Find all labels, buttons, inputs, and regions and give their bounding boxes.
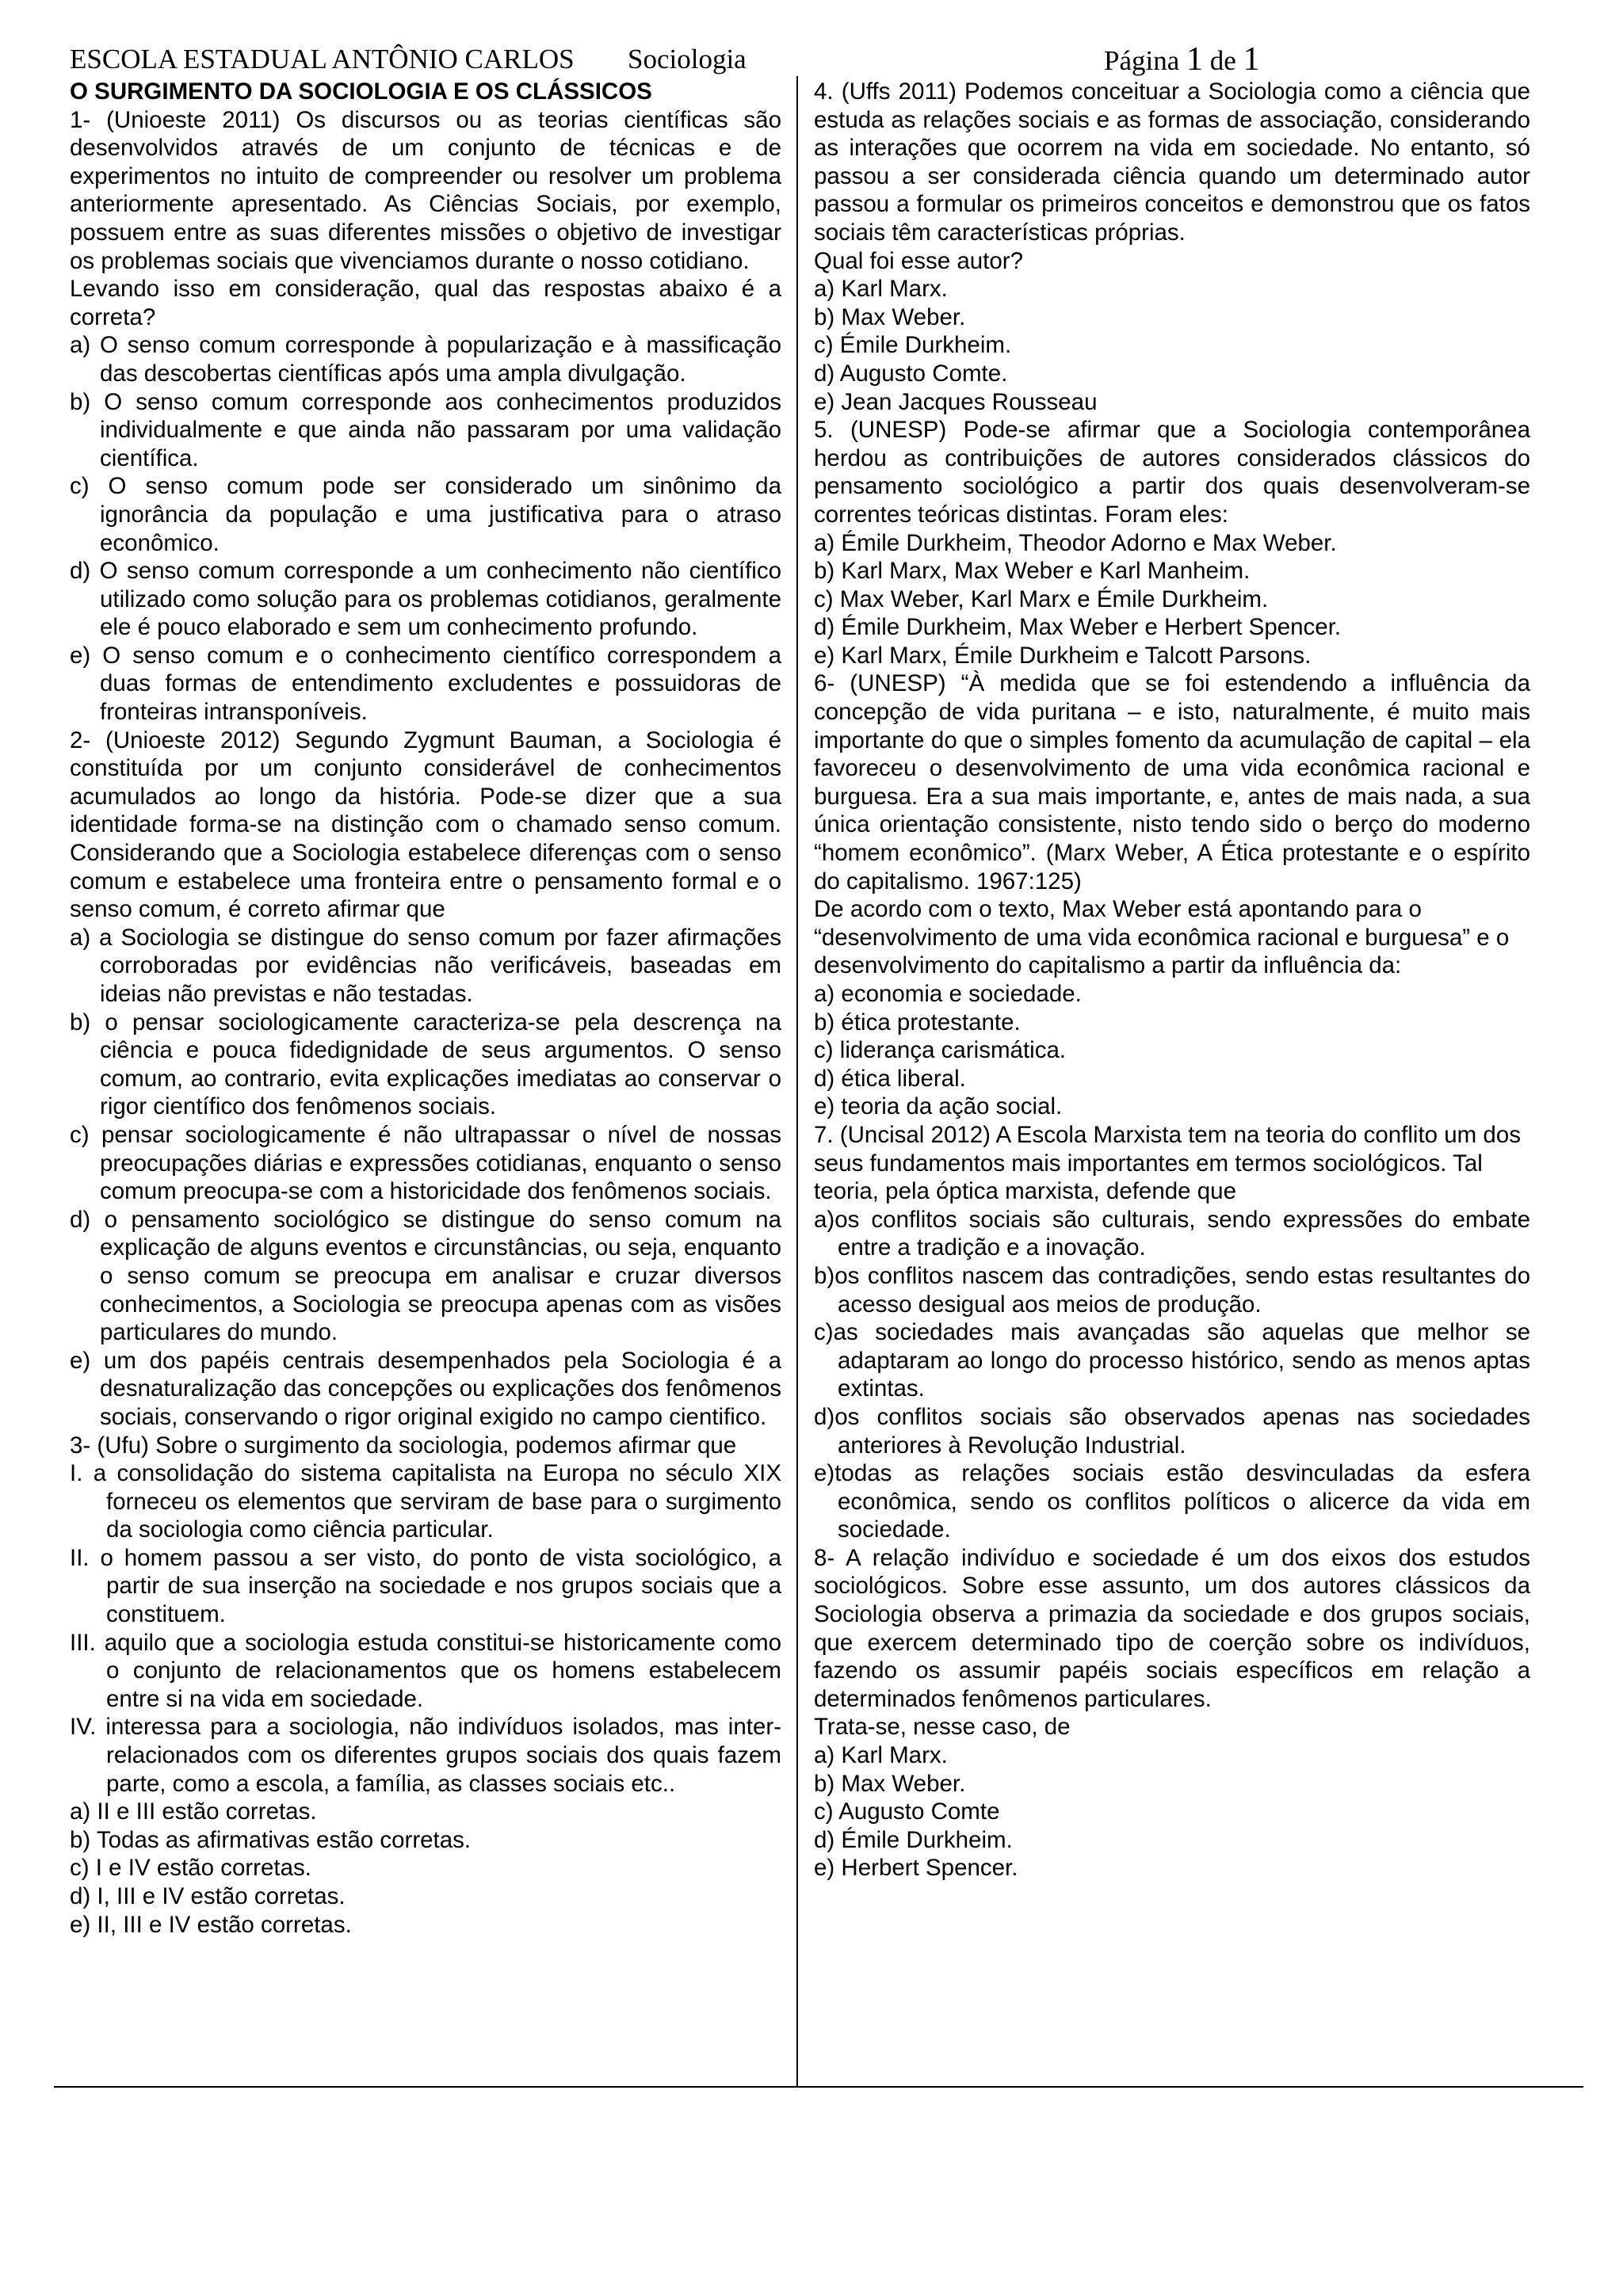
option-d: d) ética liberal. xyxy=(814,1065,966,1092)
question-3 xyxy=(70,1432,781,1939)
option-d: d) I, III e IV estão corretas. xyxy=(70,1883,346,1909)
question-stem: 1- (Unioeste 2011) Os discursos ou as teorias científicas são desenvolvidos através de um conjunto de técnicas e de experimentos no intuito de compreender ou resolver um problema anteriormente apresentado. As Ciências Sociais, por exemplo, possuem entre as suas diferentes missões o objetivo de investigar os problemas sociais que vivenciamos durante o nosso cotidiano. xyxy=(70,106,781,274)
left-column xyxy=(70,78,781,1939)
option-a: a) economia e sociedade. xyxy=(814,981,1082,1007)
question-prompt: Levando isso em consideração, qual das respostas abaixo é a correta? xyxy=(70,276,781,330)
page-header xyxy=(70,43,1583,76)
option-b: b) ética protestante. xyxy=(814,1009,1021,1035)
question-prompt: De acordo com o texto, Max Weber está apontando para o “desenvolvimento de uma vida econômica racional e burguesa” e o desenvolvimento do capitalismo a partir da influência da: xyxy=(814,896,1510,979)
statement-iv: IV. interessa para a sociologia, não indivíduos isolados, mas inter-relacionados com os diferentes grupos sociais dos quais fazem parte, como a escola, a família, as classes sociais etc.. xyxy=(70,1714,781,1797)
option-c: c) pensar sociologicamente é não ultrapassar o nível de nossas preocupações diárias e expressões cotidianas, enquanto o senso comum preocupa-se com a historicidade dos fenômenos sociais. xyxy=(70,1121,781,1205)
option-e: e) Karl Marx, Émile Durkheim e Talcott Parsons. xyxy=(814,642,1312,669)
option-b: b) Todas as afirmativas estão corretas. xyxy=(70,1826,472,1853)
option-d: d) Émile Durkheim. xyxy=(814,1826,1013,1853)
document-title: O SURGIMENTO DA SOCIOLOGIA E OS CLÁSSICOS xyxy=(70,78,652,105)
option-b: b) o pensar sociologicamente caracteriza-se pela descrença na ciência e pouca fidedignidade de seus argumentos. O senso comum, ao contrario, evita explicações imediatas ao conservar o rigor científico dos fenômenos sociais. xyxy=(70,1009,781,1120)
right-column xyxy=(814,78,1530,1882)
option-a: a) Émile Durkheim, Theodor Adorno e Max Weber. xyxy=(814,529,1337,556)
question-6 xyxy=(814,669,1530,1121)
option-a: a) a Sociologia se distingue do senso comum por fazer afirmações corroboradas por evidências não verificáveis, baseadas em ideias não previstas e não testadas. xyxy=(70,924,781,1007)
question-7 xyxy=(814,1121,1530,1544)
option-b: b) Karl Marx, Max Weber e Karl Manheim. xyxy=(814,558,1251,585)
question-prompt: Trata-se, nesse caso, de xyxy=(814,1714,1071,1741)
option-d: d) o pensamento sociológico se distingue do senso comum na explicação de alguns eventos e circunstâncias, ou seja, enquanto o senso comum se preocupa em analisar e cruzar diversos conhecimentos, a Sociologia se preocupa apenas com as visões particulares do mundo. xyxy=(70,1206,781,1346)
question-stem: 7. (Uncisal 2012) A Escola Marxista tem na teoria do conflito um dos seus fundamentos mais importantes em termos sociológicos. Tal teoria, pela óptica marxista, defende que xyxy=(814,1121,1521,1205)
option-a: a) Karl Marx. xyxy=(814,276,948,303)
option-e: e) O senso comum e o conhecimento científico correspondem a duas formas de entendimento excludentes e possuidoras de fronteiras intransponíveis. xyxy=(70,642,781,726)
option-c: c) O senso comum pode ser considerado um sinônimo da ignorância da população e uma justificativa para o atraso econômico. xyxy=(70,473,781,556)
option-b: b)os conflitos nascem das contradições, sendo estas resultantes do acesso desigual aos meios de produção. xyxy=(814,1262,1530,1318)
question-8 xyxy=(814,1544,1530,1882)
bottom-rule xyxy=(54,2086,1583,2088)
statement-ii: II. o homem passou a ser visto, do ponto de vista sociológico, a partir de sua inserção na sociedade e nos grupos sociais que a constituem. xyxy=(70,1544,781,1628)
option-e: e) Herbert Spencer. xyxy=(814,1855,1018,1882)
option-d: d) Augusto Comte. xyxy=(814,360,1008,387)
option-a: a)os conflitos sociais são culturais, sendo expressões do embate entre a tradição e a inovação. xyxy=(814,1206,1530,1261)
question-stem: 4. (Uffs 2011) Podemos conceituar a Sociologia como a ciência que estuda as relações sociais e as formas de associação, considerando as interações que ocorrem na vida em sociedade. No entanto, só passou a ser considerada ciência quando um determinado autor passou a formular os primeiros conceitos e demonstrou que os fatos sociais têm características próprias. xyxy=(814,78,1530,246)
option-c: c) Max Weber, Karl Marx e Émile Durkheim. xyxy=(814,585,1269,612)
option-b: b) Max Weber. xyxy=(814,1770,966,1797)
option-d: d) Émile Durkheim, Max Weber e Herbert Spencer. xyxy=(814,614,1342,641)
option-c: c) Augusto Comte xyxy=(814,1798,1000,1825)
option-c: c) Émile Durkheim. xyxy=(814,332,1012,359)
page-current: 1 xyxy=(1186,41,1204,78)
option-a: a) II e III estão corretas. xyxy=(70,1798,317,1825)
question-prompt: Qual foi esse autor? xyxy=(814,247,1024,274)
option-b: b) Max Weber. xyxy=(814,303,966,330)
option-e: e) teoria da ação social. xyxy=(814,1093,1063,1120)
page-of: de xyxy=(1209,45,1236,76)
statement-iii: III. aquilo que a sociologia estuda constitui-se historicamente como o conjunto de relacionamentos que os homens estabelecem entre si na vida em sociedade. xyxy=(70,1629,781,1712)
option-c: c)as sociedades mais avançadas são aquelas que melhor se adaptaram ao longo do processo histórico, sendo as menos aptas extintas. xyxy=(814,1319,1530,1402)
question-2 xyxy=(70,727,781,1432)
option-e: e) um dos papéis centrais desempenhados pela Sociologia é a desnaturalização das concepções ou explicações dos fenômenos sociais, conservando o rigor original exigido no campo cientifico. xyxy=(70,1347,781,1430)
column-divider xyxy=(796,76,798,2088)
school-name: ESCOLA ESTADUAL ANTÔNIO CARLOS xyxy=(70,44,575,74)
option-d: d)os conflitos sociais são observados apenas nas sociedades anteriores à Revolução Industrial. xyxy=(814,1403,1530,1459)
option-d: d) O senso comum corresponde a um conhecimento não científico utilizado como solução para os problemas cotidianos, geralmente ele é pouco elaborado e sem um conhecimento profundo. xyxy=(70,558,781,641)
statement-i: I. a consolidação do sistema capitalista na Europa no século XIX forneceu os elementos que serviram de base para o surgimento da sociologia como ciência particular. xyxy=(70,1460,781,1543)
page-label: Página xyxy=(1104,45,1180,76)
question-stem: 8- A relação indivíduo e sociedade é um dos eixos dos estudos sociológicos. Sobre esse assunto, um dos autores clássicos da Sociologia observa a primazia da sociedade e dos grupos sociais, que exercem determinado tipo de coerção sobre os indivíduos, fazendo os assumir papéis sociais específicos em relação a determinados fenômenos particulares. xyxy=(814,1544,1530,1712)
question-4 xyxy=(814,78,1530,416)
option-e: e) II, III e IV estão corretas. xyxy=(70,1911,352,1938)
option-c: c) liderança carismática. xyxy=(814,1037,1067,1064)
question-stem: 5. (UNESP) Pode-se afirmar que a Sociologia contemporânea herdou as contribuições de autores considerados clássicos do pensamento sociológico a partir dos quais desenvolveram-se correntes teóricas distintas. Foram eles: xyxy=(814,417,1530,528)
page-indicator xyxy=(1104,43,1260,78)
question-5 xyxy=(814,416,1530,669)
question-stem: 3- (Ufu) Sobre o surgimento da sociologia, podemos afirmar que xyxy=(70,1432,737,1459)
question-stem: 2- (Unioeste 2012) Segundo Zygmunt Bauman, a Sociologia é constituída por um conjunto considerável de conhecimentos acumulados ao longo da história. Pode-se dizer que a sua identidade forma-se na distinção com o chamado senso comum. Considerando que a Sociologia estabelece diferenças com o senso comum e estabelece uma fronteira entre o pensamento formal e o senso comum, é correto afirmar que xyxy=(70,727,781,923)
page-total: 1 xyxy=(1243,41,1260,78)
question-stem: 6- (UNESP) “À medida que se foi estendendo a influência da concepção de vida puritana – e isto, naturalmente, é muito mais importante do que o simples fomento da acumulação de capital – ela favoreceu o desenvolvimento de uma vida econômica racional e burguesa. Era a sua mais importante, e, antes de mais nada, a sua única orientação consistente, nisto tendo sido o berço do moderno “homem econômico”. (Marx Weber, A Ética protestante e o espírito do capitalismo. 1967:125) xyxy=(814,670,1530,894)
option-a: a) Karl Marx. xyxy=(814,1742,948,1769)
option-e: e)todas as relações sociais estão desvinculadas da esfera econômica, sendo os conflitos políticos o alicerce da vida em sociedade. xyxy=(814,1460,1530,1543)
question-1 xyxy=(70,106,781,727)
subject-name: Sociologia xyxy=(628,44,747,74)
option-e: e) Jean Jacques Rousseau xyxy=(814,388,1098,415)
option-c: c) I e IV estão corretas. xyxy=(70,1855,311,1882)
option-a: a) O senso comum corresponde à popularização e à massificação das descobertas científicas após uma ampla divulgação. xyxy=(70,332,781,387)
option-b: b) O senso comum corresponde aos conhecimentos produzidos individualmente e que ainda não passaram por uma validação científica. xyxy=(70,388,781,471)
